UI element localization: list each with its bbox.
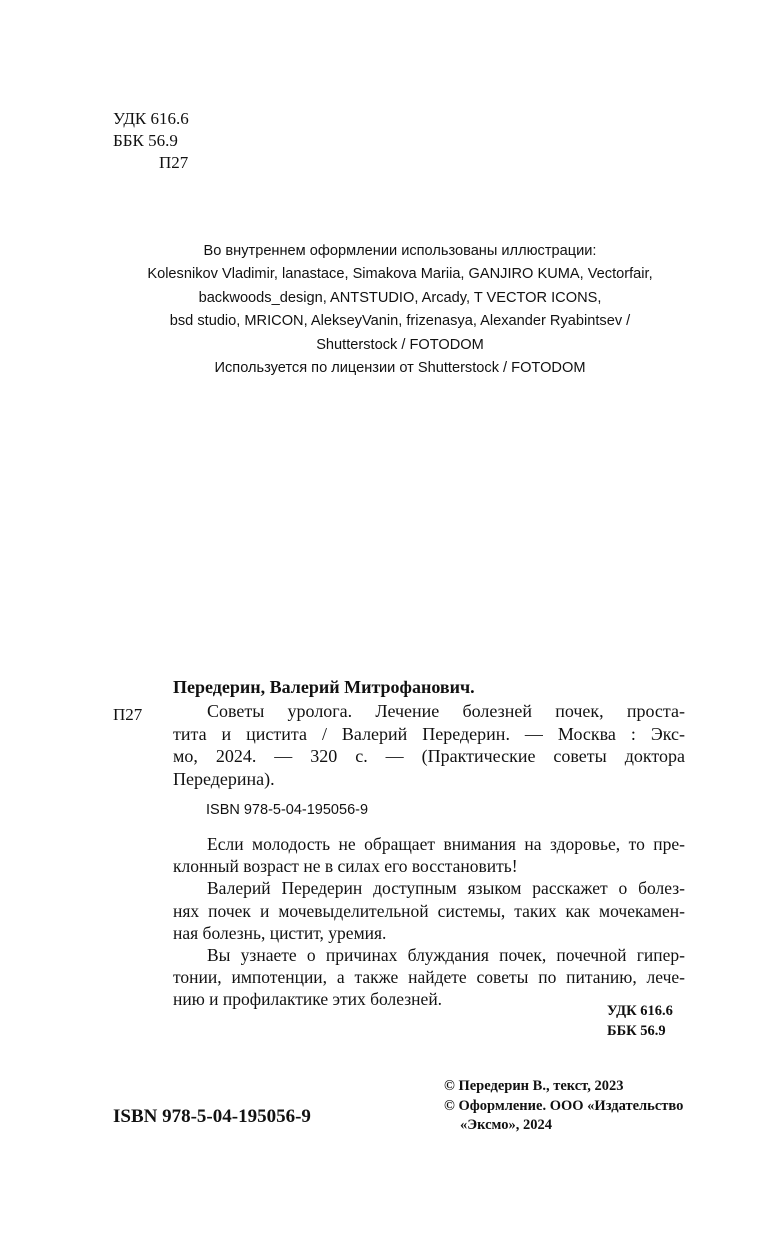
- description-line: мо, 2024. — 320 с. — (Практические советы доктора: [173, 746, 685, 767]
- catalog-description: [173, 700, 685, 790]
- credits-line: Kolesnikov Vladimir, lanastace, Simakova Mariia, GANJIRO KUMA, Vectorfair,: [147, 266, 653, 283]
- credits-line: Используется по лицензии от Shutterstock / FOTODOM: [214, 360, 586, 377]
- credits-line: Shutterstock / FOTODOM: [316, 336, 484, 353]
- illustration-credits: [100, 240, 700, 380]
- annotation-line: тонии, импотенции, а также найдете советы по питанию, лече-: [173, 967, 685, 988]
- annotation-line: нию и профилактике этих болезней.: [173, 989, 443, 1010]
- copyright-line: © Оформление. ООО «Издательство: [444, 1097, 684, 1114]
- classification-codes: [113, 108, 189, 174]
- annotation-line: ная болезнь, цистит, уремия.: [173, 922, 387, 943]
- isbn-main: ISBN 978-5-04-195056-9: [113, 1106, 311, 1127]
- author-mark: П27: [159, 153, 189, 172]
- copyright-line: © Передерин В., текст, 2023: [444, 1078, 624, 1094]
- description-line: тита и цистита / Валерий Передерин. — Москва : Экс-: [173, 723, 685, 744]
- catalog-author-mark: П27: [113, 705, 143, 724]
- udk-code: УДК 616.6: [113, 109, 189, 128]
- credits-line: bsd studio, MRICON, AlekseyVanin, frizenasya, Alexander Ryabintsev /: [169, 313, 631, 330]
- credits-line: backwoods_design, ANTSTUDIO, Arcady, T VECTOR ICONS,: [198, 289, 602, 306]
- copyright-block: [444, 1077, 683, 1136]
- catalog-author: Передерин, Валерий Митрофанович.: [173, 677, 475, 697]
- annotation-line: нях почек и мочевыделительной системы, таких как мочекамен-: [173, 900, 685, 921]
- description-line: Советы уролога. Лечение болезней почек, проста-: [207, 701, 685, 721]
- catalog-isbn: ISBN 978-5-04-195056-9: [206, 802, 369, 818]
- annotation-line: Вы узнаете о причинах блуждания почек, почечной гипер-: [207, 945, 685, 966]
- annotation-line: клонный возраст не в силах его восстановить!: [173, 856, 518, 877]
- description-line: Передерина).: [173, 768, 275, 789]
- annotation-line: Валерий Передерин доступным языком расскажет о болез-: [207, 878, 685, 899]
- bbk-code: ББК 56.9: [113, 131, 178, 150]
- catalog-udk: УДК 616.6: [607, 1003, 673, 1019]
- annotation-line: Если молодость не обращает внимания на здоровье, то пре-: [207, 834, 685, 854]
- copyright-line: «Эксмо», 2024: [460, 1117, 552, 1133]
- catalog-bbk: ББК 56.9: [607, 1023, 666, 1039]
- annotation: [173, 833, 685, 1011]
- catalog-codes: [607, 1001, 673, 1041]
- credits-line: Во внутреннем оформлении использованы иллюстрации:: [203, 243, 597, 259]
